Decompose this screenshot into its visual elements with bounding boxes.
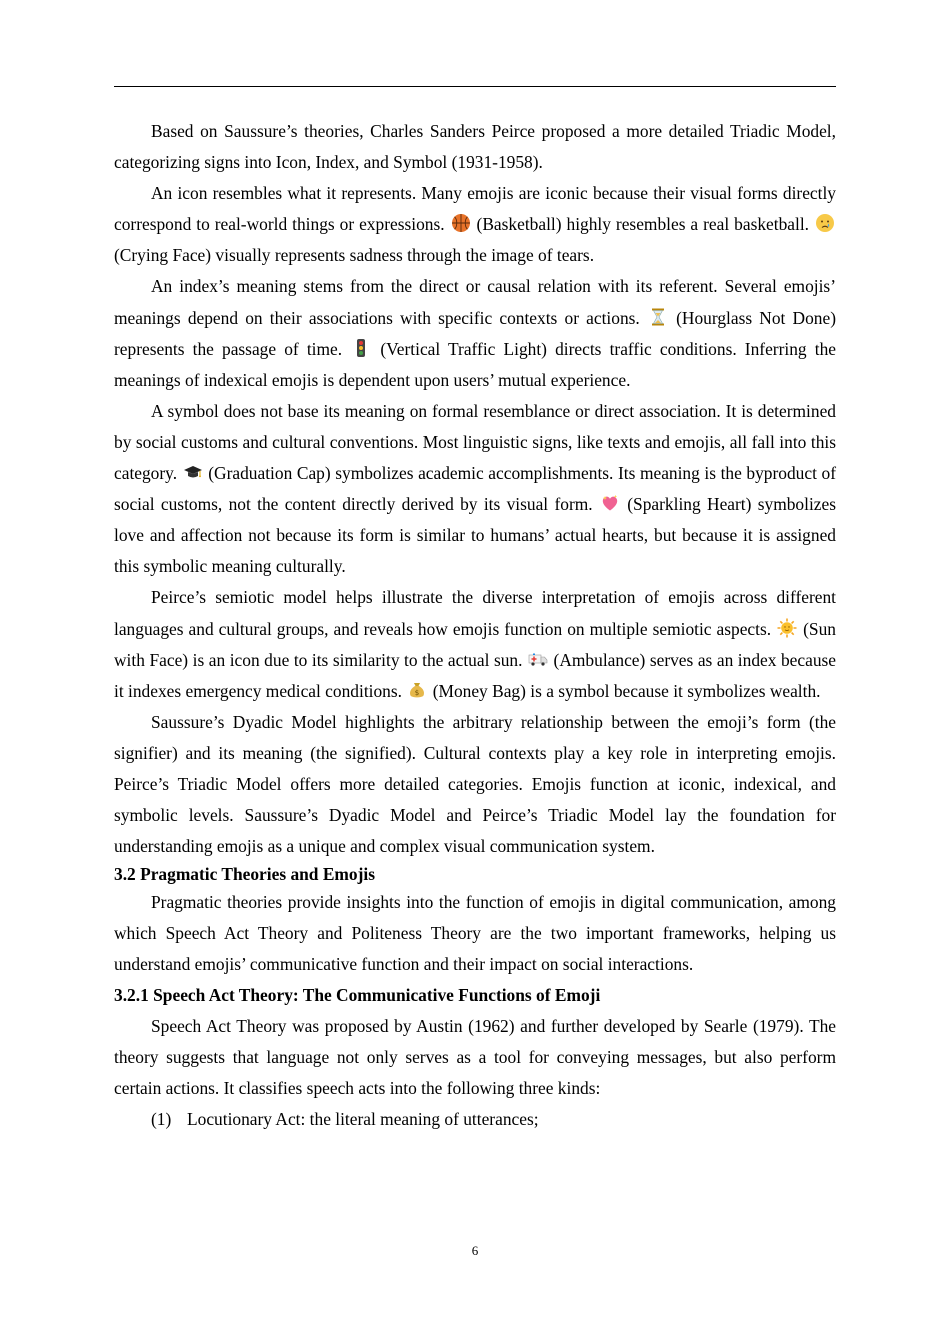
paragraph-text: (Crying Face) visually represents sadness through the image of tears. <box>114 245 595 266</box>
paragraph-text: (Graduation Cap) symbolizes academic accomplishments. Its meaning is the byproduct of social customs, not the content directly derived by its visual form. <box>114 463 836 515</box>
paragraph-text: (Hourglass Not Done) represents the passage of time. <box>114 307 836 359</box>
paragraph-triadic-intro <box>114 116 836 178</box>
paragraph-index <box>114 271 836 395</box>
paragraph-summary <box>114 707 836 862</box>
page-number: 6 <box>471 1243 479 1258</box>
hourglass-icon <box>648 307 668 327</box>
paragraph-text: (Ambulance) serves as an index because it indexes emergency medical conditions. <box>114 649 837 701</box>
money-bag-icon <box>407 680 427 700</box>
list-item <box>114 1104 836 1135</box>
paragraph-speech-act <box>114 1011 836 1104</box>
page-body <box>114 116 836 1135</box>
crying-face-icon <box>815 213 835 233</box>
list-item-text: Locutionary Act: the literal meaning of utterances; <box>187 1108 539 1129</box>
paragraph-icon <box>114 178 836 271</box>
traffic-light-icon <box>351 338 371 358</box>
paragraph-text: An index’s meaning stems from the direct or causal relation with its referent. Several emojis’ meanings depend on their associations with specific contexts or actions. <box>114 276 836 328</box>
section-heading-3-2-1: 3.2.1 Speech Act Theory: The Communicative Functions of Emoji <box>114 984 601 1005</box>
paragraph-symbol <box>114 396 836 583</box>
paragraph-text: (Vertical Traffic Light) directs traffic conditions. Inferring the meanings of indexical emojis is dependent upon users’ mutual experience. <box>114 338 836 390</box>
paragraph-text: Peirce’s semiotic model helps illustrate the diverse interpretation of emojis across different languages and cultural groups, and reveals how emojis function on multiple semiotic aspects. <box>114 587 836 639</box>
paragraph-text: Saussure’s Dyadic Model highlights the arbitrary relationship between the emoji’s form (the signifier) and its meaning (the signified). Cultural contexts play a key role in interpreting emojis. Peirce’s Triadic Model offers more detailed categories. Emojis function at iconic, indexical, and symbolic levels. Saussure’s Dyadic Model and Peirce’s Triadic Model lay the foundation for understanding emojis as a unique and complex visual communication system. <box>114 711 836 857</box>
ambulance-icon <box>528 649 548 669</box>
header-rule <box>114 86 836 87</box>
sparkling-heart-icon <box>600 493 620 513</box>
svg-text:$: $ <box>415 688 420 697</box>
paragraph-text: (Sun with Face) is an icon due to its similarity to the actual sun. <box>114 618 836 670</box>
paragraph-semiotic-model <box>114 582 836 706</box>
paragraph-text: (Basketball) highly resembles a real basketball. <box>471 214 814 235</box>
paragraph-pragmatic <box>114 887 836 980</box>
section-heading-3-2: 3.2 Pragmatic Theories and Emojis <box>114 864 376 885</box>
paragraph-text: Pragmatic theories provide insights into the function of emojis in digital communication, among which Speech Act Theory and Politeness Theory are the two important frameworks, helping us understand emojis’ communicative function and their impact on social interactions. <box>114 892 836 975</box>
basketball-icon <box>451 213 471 233</box>
paragraph-text: (Money Bag) is a symbol because it symbolizes wealth. <box>428 680 821 701</box>
paragraph-text: A symbol does not base its meaning on formal resemblance or direct association. It is determined by social customs and cultural conventions. Most linguistic signs, like texts and emojis, all fall into this category. <box>114 400 836 484</box>
list-number: (1) <box>151 1108 172 1129</box>
paragraph-text: Based on Saussure’s theories, Charles Sanders Peirce proposed a more detailed Triadic Model, categorizing signs into Icon, Index, and Symbol (1931-1958). <box>114 121 836 173</box>
paragraph-text: (Sparkling Heart) symbolizes love and affection not because its form is similar to humans’ actual hearts, but because it is assigned this symbolic meaning culturally. <box>114 494 836 577</box>
paragraph-text: Speech Act Theory was proposed by Austin (1962) and further developed by Searle (1979). The theory suggests that language not only serves as a tool for conveying messages, but also perform certain actions. It classifies speech acts into the following three kinds: <box>114 1015 836 1098</box>
sun-with-face-icon <box>777 618 797 638</box>
graduation-cap-icon <box>183 462 203 482</box>
paragraph-text: An icon resembles what it represents. Many emojis are iconic because their visual forms directly correspond to real-world things or expressions. <box>114 183 836 235</box>
